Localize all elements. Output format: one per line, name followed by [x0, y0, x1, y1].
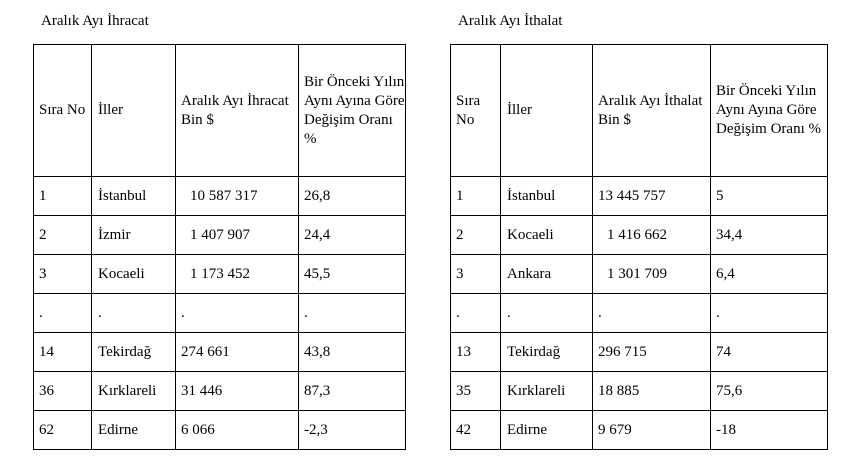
rank-cell: .: [34, 294, 92, 333]
header-rank: Sıra No: [451, 45, 501, 177]
table-row: [451, 372, 828, 411]
header-province: İller: [501, 45, 593, 177]
rank-cell: 36: [34, 372, 92, 411]
table-row: [34, 372, 406, 411]
rank-cell: 1: [451, 177, 501, 216]
rank-cell: .: [451, 294, 501, 333]
change-cell: -2,3: [299, 411, 406, 450]
value-cell: 1 173 452: [176, 255, 299, 294]
province-cell: Tekirdağ: [92, 333, 176, 372]
table-row: [34, 255, 406, 294]
value-cell: 1 301 709: [593, 255, 711, 294]
table-row: [34, 216, 406, 255]
table-row: [34, 177, 406, 216]
change-cell: 24,4: [299, 216, 406, 255]
rank-cell: 3: [34, 255, 92, 294]
table-row: [451, 411, 828, 450]
export-section: [33, 8, 406, 450]
province-cell: Kırklareli: [501, 372, 593, 411]
table-row: [451, 216, 828, 255]
change-cell: 75,6: [711, 372, 828, 411]
table-row: [34, 411, 406, 450]
value-cell: .: [176, 294, 299, 333]
value-cell: 9 679: [593, 411, 711, 450]
value-cell: 1 407 907: [176, 216, 299, 255]
rank-cell: 14: [34, 333, 92, 372]
province-cell: İstanbul: [501, 177, 593, 216]
change-cell: -18: [711, 411, 828, 450]
table-row: [34, 333, 406, 372]
change-cell: 87,3: [299, 372, 406, 411]
province-cell: Edirne: [92, 411, 176, 450]
value-cell: 10 587 317: [176, 177, 299, 216]
header-export-value: Aralık Ayı İhracat Bin $: [176, 45, 299, 177]
rank-cell: 1: [34, 177, 92, 216]
table-row: [451, 177, 828, 216]
province-cell: Edirne: [501, 411, 593, 450]
header-import-value: Aralık Ayı İthalat Bin $: [593, 45, 711, 177]
change-cell: .: [711, 294, 828, 333]
province-cell: İstanbul: [92, 177, 176, 216]
rank-cell: 2: [34, 216, 92, 255]
export-header-row: [34, 45, 406, 177]
rank-cell: 42: [451, 411, 501, 450]
header-change-rate: Bir Önceki Yılın Aynı Ayına Göre Değişim Oranı %: [711, 45, 828, 177]
table-row: [451, 294, 828, 333]
change-cell: .: [299, 294, 406, 333]
value-cell: 18 885: [593, 372, 711, 411]
change-cell: 26,8: [299, 177, 406, 216]
value-cell: 13 445 757: [593, 177, 711, 216]
table-row: [34, 294, 406, 333]
province-cell: .: [92, 294, 176, 333]
value-cell: 274 661: [176, 333, 299, 372]
change-cell: 43,8: [299, 333, 406, 372]
import-table: [450, 44, 828, 450]
province-cell: Kırklareli: [92, 372, 176, 411]
province-cell: Tekirdağ: [501, 333, 593, 372]
province-cell: Kocaeli: [92, 255, 176, 294]
import-table-title: Aralık Ayı İthalat: [458, 13, 563, 29]
rank-cell: 35: [451, 372, 501, 411]
import-section: [450, 8, 828, 450]
table-row: [451, 333, 828, 372]
value-cell: .: [593, 294, 711, 333]
header-province: İller: [92, 45, 176, 177]
change-cell: 6,4: [711, 255, 828, 294]
province-cell: Ankara: [501, 255, 593, 294]
export-table-title: Aralık Ayı İhracat: [41, 13, 149, 29]
change-cell: 5: [711, 177, 828, 216]
province-cell: İzmir: [92, 216, 176, 255]
value-cell: 296 715: [593, 333, 711, 372]
import-header-row: [451, 45, 828, 177]
value-cell: 6 066: [176, 411, 299, 450]
value-cell: 1 416 662: [593, 216, 711, 255]
rank-cell: 3: [451, 255, 501, 294]
rank-cell: 62: [34, 411, 92, 450]
province-cell: .: [501, 294, 593, 333]
table-row: [451, 255, 828, 294]
rank-cell: 2: [451, 216, 501, 255]
header-rank: Sıra No: [34, 45, 92, 177]
province-cell: Kocaeli: [501, 216, 593, 255]
change-cell: 74: [711, 333, 828, 372]
rank-cell: 13: [451, 333, 501, 372]
header-change-rate: Bir Önceki Yılın Aynı Ayına Göre Değişim Oranı %: [299, 45, 406, 177]
export-table: [33, 44, 406, 450]
value-cell: 31 446: [176, 372, 299, 411]
change-cell: 34,4: [711, 216, 828, 255]
change-cell: 45,5: [299, 255, 406, 294]
